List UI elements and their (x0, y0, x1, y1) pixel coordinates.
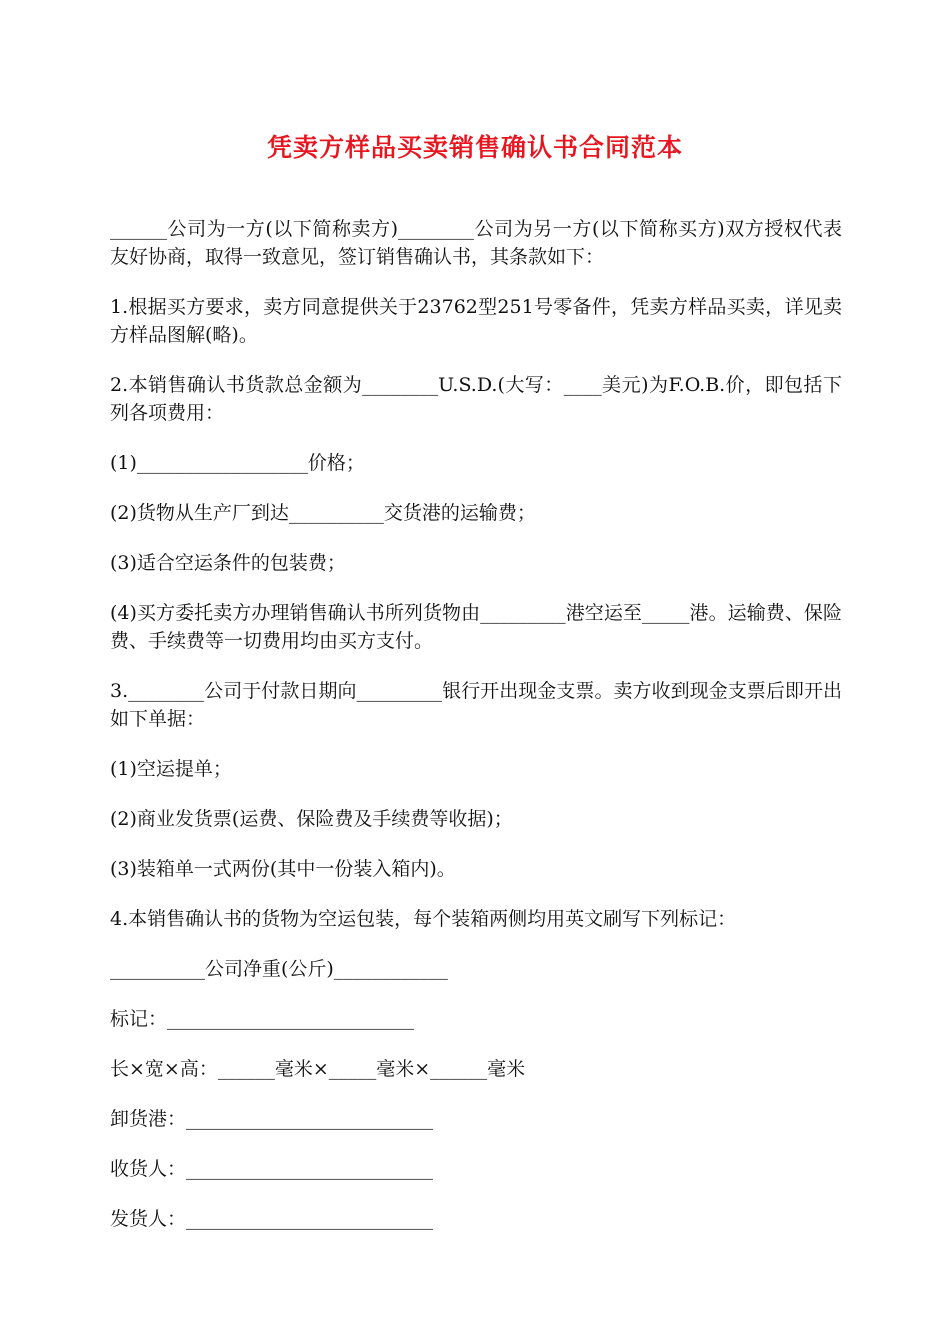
document-title: 凭卖方样品买卖销售确认书合同范本 (266, 133, 683, 162)
paragraph-intro: ______公司为一方(以下简称卖方)________公司为另一方(以下简称买方)双方授权代表友好协商，取得一致意见，签订销售确认书，其条款如下： (110, 218, 842, 268)
field-dimensions: 长×宽×高：______毫米×_____毫米×______毫米 (110, 1058, 526, 1080)
field-shipper: 发货人：__________________________ (110, 1208, 434, 1230)
field-discharge-port: 卸货港：__________________________ (110, 1108, 434, 1130)
field-mark: 标记：__________________________ (110, 1008, 415, 1030)
field-net-weight: __________公司净重(公斤)____________ (110, 958, 448, 980)
paragraph-clause-2-item-3: (3)适合空运条件的包装费； (110, 552, 346, 574)
paragraph-clause-1: 1.根据买方要求，卖方同意提供关于23762型251号零备件，凭卖方样品买卖，详见卖方样品图解(略)。 (110, 296, 842, 346)
paragraph-clause-3: 3.________公司于付款日期向_________银行开出现金支票。卖方收到现金支票后即开出如下单据： (110, 680, 842, 730)
paragraph-clause-4: 4.本销售确认书的货物为空运包装，每个装箱两侧均用英文刷写下列标记： (110, 908, 737, 930)
paragraph-clause-2: 2.本销售确认书货款总金额为________U.S.D.(大写：____美元)为F.O.B.价，即包括下列各项费用： (110, 374, 842, 424)
paragraph-clause-3-item-2: (2)商业发货票(运费、保险费及手续费等收据)； (110, 808, 513, 830)
paragraph-clause-3-item-1: (1)空运提单； (110, 758, 232, 780)
paragraph-clause-2-item-1: (1)__________________价格； (110, 452, 365, 474)
field-consignee: 收货人：__________________________ (110, 1158, 434, 1180)
paragraph-clause-3-item-3: (3)装箱单一式两份(其中一份装入箱内)。 (110, 858, 456, 880)
paragraph-clause-2-item-2: (2)货物从生产厂到达__________交货港的运输费； (110, 502, 536, 524)
document-body (110, 215, 842, 1255)
paragraph-clause-2-item-4: (4)买方委托卖方办理销售确认书所列货物由_________港空运至_____港。运输费、保险费、手续费等一切费用均由买方支付。 (110, 602, 842, 652)
